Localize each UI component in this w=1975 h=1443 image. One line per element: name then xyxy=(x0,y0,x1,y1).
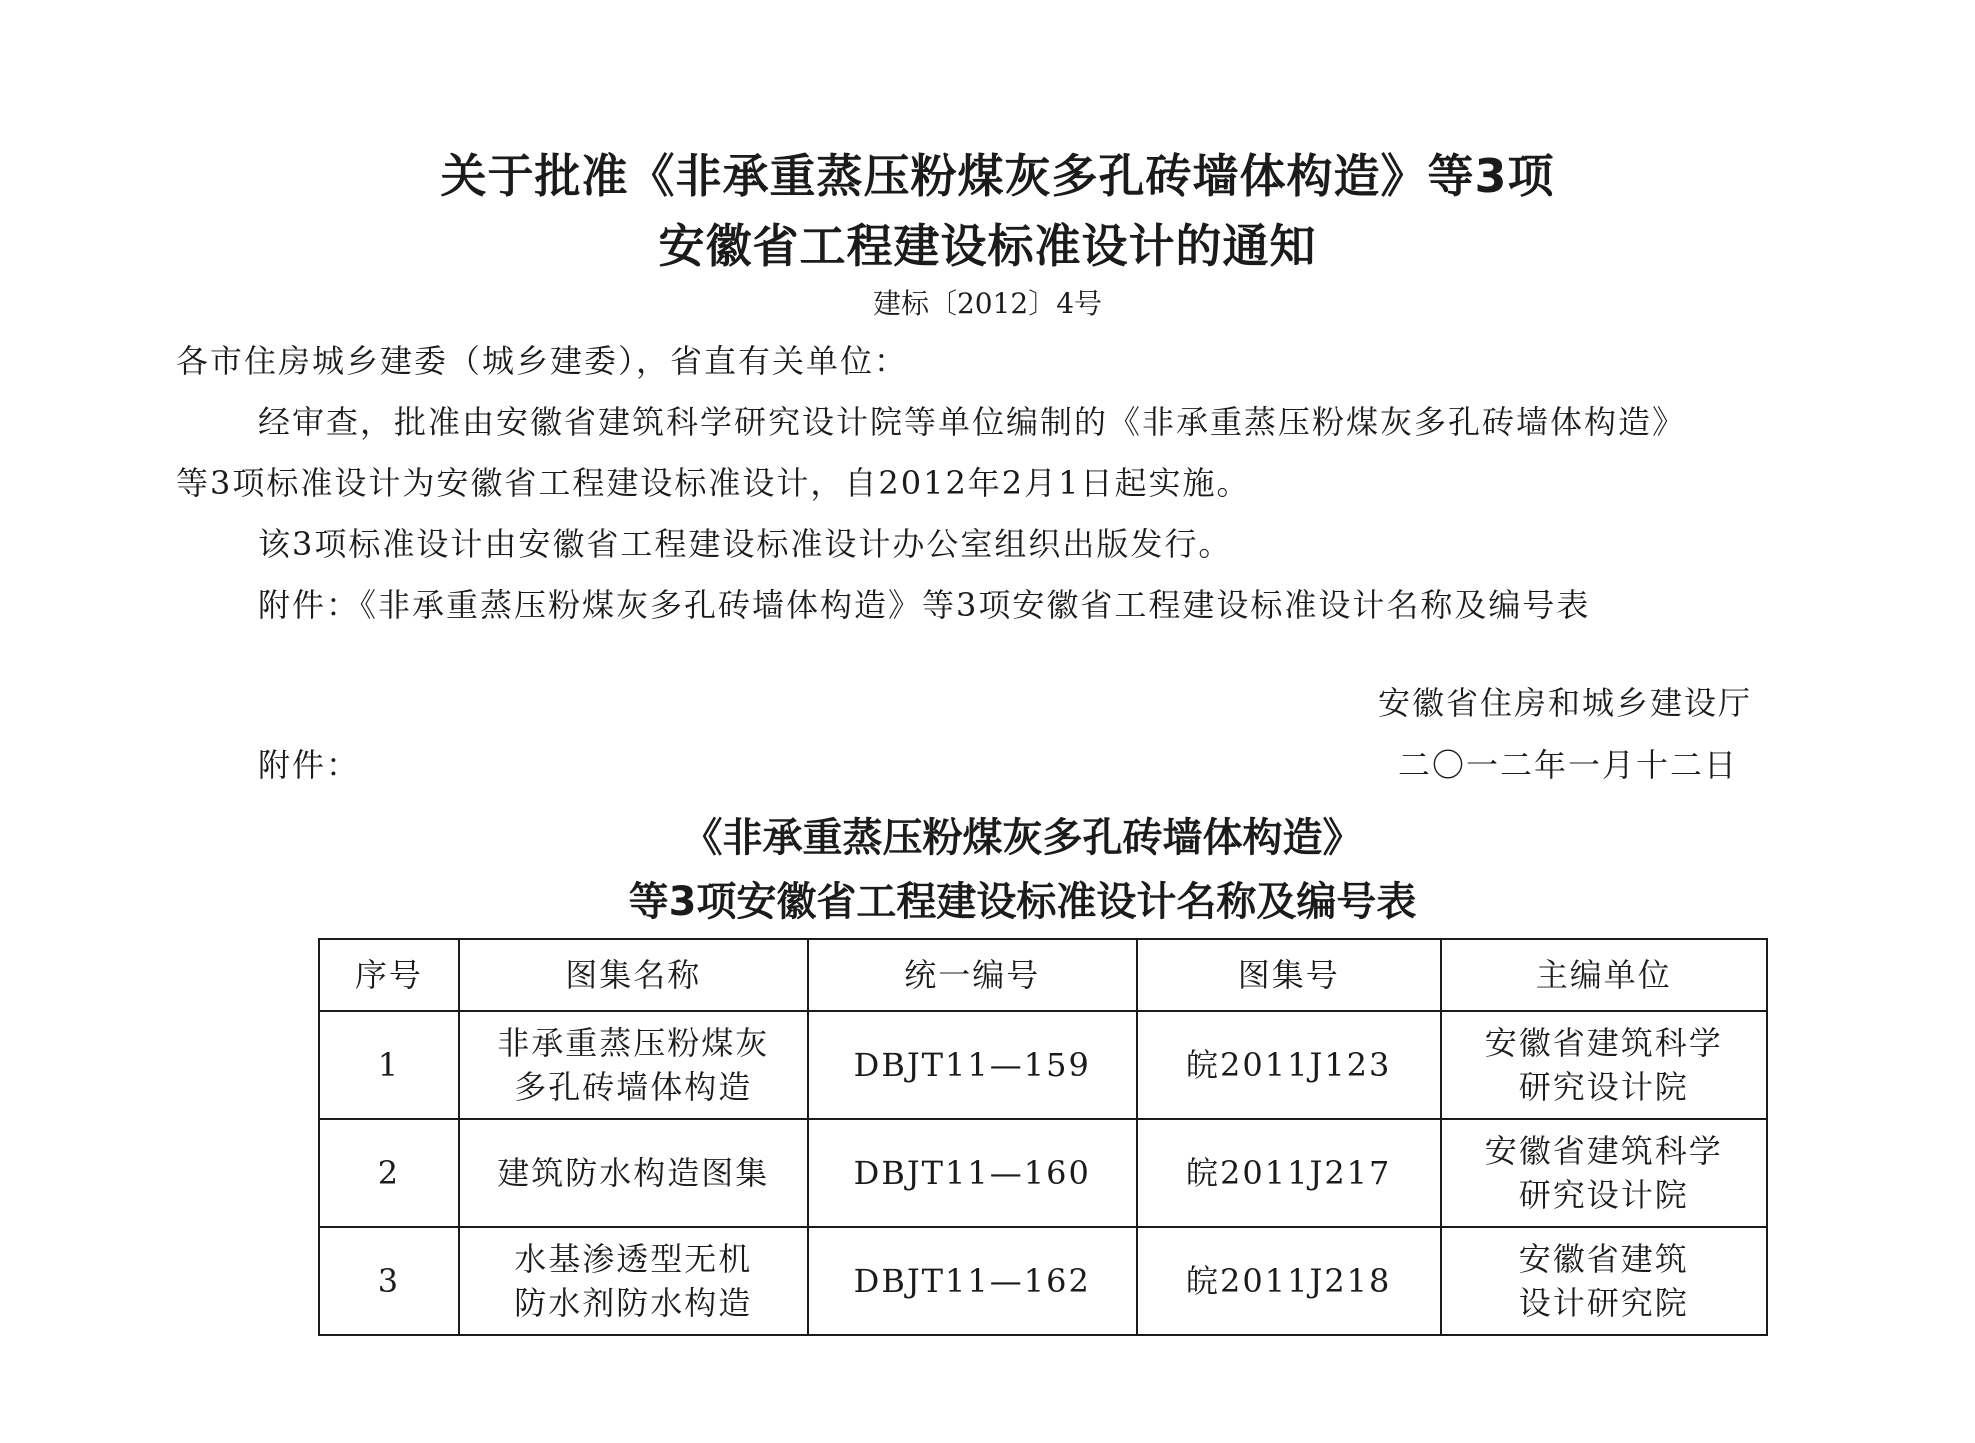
addressee: 各市住房城乡建委（城乡建委），省直有关单位： xyxy=(176,342,909,380)
paragraph-approval-line2: 等3项标准设计为安徽省工程建设标准设计，自2012年2月1日起实施。 xyxy=(176,464,1251,502)
cell-editor-unit xyxy=(1441,1011,1767,1119)
cell-unified-code: DBJT11—160 xyxy=(808,1119,1137,1227)
standards-table xyxy=(318,938,1768,1336)
issue-date: 二〇一二年一月十二日 xyxy=(1398,746,1739,784)
editor-unit-line2: 研究设计院 xyxy=(1518,1176,1689,1214)
cell-editor-unit xyxy=(1441,1227,1767,1335)
table-row xyxy=(319,1119,1767,1227)
cell-atlas-name xyxy=(459,1119,808,1227)
cell-serial-number: 1 xyxy=(319,1011,459,1119)
editor-unit-line1: 安徽省建筑 xyxy=(1518,1240,1689,1278)
editor-unit-line1: 安徽省建筑科学 xyxy=(1484,1024,1723,1062)
atlas-name-line1: 建筑防水构造图集 xyxy=(497,1154,770,1192)
cell-atlas-name xyxy=(459,1011,808,1119)
cell-unified-code: DBJT11—159 xyxy=(808,1011,1137,1119)
table-row xyxy=(319,1011,1767,1119)
header-atlas-name: 图集名称 xyxy=(459,939,808,1011)
cell-unified-code: DBJT11—162 xyxy=(808,1227,1137,1335)
header-editor-unit: 主编单位 xyxy=(1441,939,1767,1011)
issuing-authority: 安徽省住房和城乡建设厅 xyxy=(1378,684,1753,722)
atlas-name-line2: 多孔砖墙体构造 xyxy=(514,1068,753,1106)
cell-serial-number: 2 xyxy=(319,1119,459,1227)
cell-atlas-number: 皖2011J217 xyxy=(1137,1119,1441,1227)
document-number: 建标〔2012〕4号 xyxy=(872,287,1103,320)
table-header-row xyxy=(319,939,1767,1011)
editor-unit-line2: 研究设计院 xyxy=(1518,1068,1689,1106)
paragraph-attachment: 附件：《非承重蒸压粉煤灰多孔砖墙体构造》等3项安徽省工程建设标准设计名称及编号表 xyxy=(258,586,1591,624)
paragraph-publication: 该3项标准设计由安徽省工程建设标准设计办公室组织出版发行。 xyxy=(258,525,1233,563)
atlas-name-line1: 水基渗透型无机 xyxy=(514,1240,753,1278)
attachment-label: 附件： xyxy=(258,746,361,784)
editor-unit-line2: 设计研究院 xyxy=(1518,1284,1689,1322)
atlas-name-line1: 非承重蒸压粉煤灰 xyxy=(497,1024,770,1062)
table-row xyxy=(319,1227,1767,1335)
table-title-line1: 《非承重蒸压粉煤灰多孔砖墙体构造》 xyxy=(682,815,1363,861)
table-title-line2: 等3项安徽省工程建设标准设计名称及编号表 xyxy=(628,879,1417,925)
cell-atlas-name xyxy=(459,1227,808,1335)
notice-title-line2: 安徽省工程建设标准设计的通知 xyxy=(658,219,1317,273)
header-atlas-number: 图集号 xyxy=(1137,939,1441,1011)
cell-atlas-number: 皖2011J218 xyxy=(1137,1227,1441,1335)
cell-atlas-number: 皖2011J123 xyxy=(1137,1011,1441,1119)
notice-title-line1: 关于批准《非承重蒸压粉煤灰多孔砖墙体构造》等3项 xyxy=(440,149,1555,203)
editor-unit-line1: 安徽省建筑科学 xyxy=(1484,1132,1723,1170)
cell-serial-number: 3 xyxy=(319,1227,459,1335)
cell-editor-unit xyxy=(1441,1119,1767,1227)
header-serial-number: 序号 xyxy=(319,939,459,1011)
atlas-name-line2: 防水剂防水构造 xyxy=(514,1284,753,1322)
paragraph-approval-line1: 经审查，批准由安徽省建筑科学研究设计院等单位编制的《非承重蒸压粉煤灰多孔砖墙体构造》 xyxy=(258,403,1687,441)
header-unified-code: 统一编号 xyxy=(808,939,1137,1011)
